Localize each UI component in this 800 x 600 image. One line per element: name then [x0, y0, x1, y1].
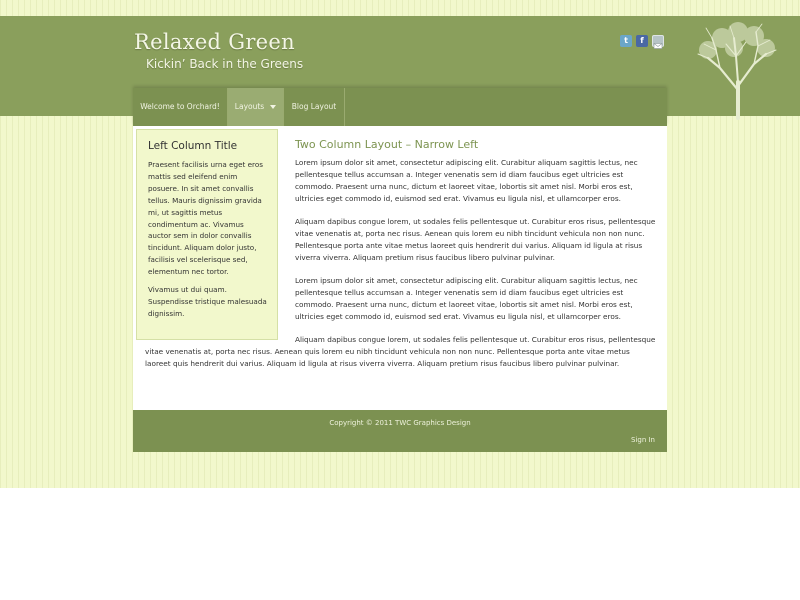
facebook-glyph: f: [640, 36, 644, 45]
email-icon[interactable]: [652, 35, 664, 47]
site-tagline: Kickin’ Back in the Greens: [146, 57, 304, 71]
twitter-glyph: t: [624, 36, 628, 45]
left-column-paragraph: Praesent facilisis urna eget eros mattis sed eleifend enim posuere. In sit amet convallis tellus. Mauris dignissim gravida mi, ut sagittis metus condimentum ac. Vivamus auctor sem in dolor convallis tincidunt. Aliquam dolor justo, facilisis vel scelerisque sed, elementum nec tortor.: [148, 160, 263, 277]
dropdown-caret-icon: [270, 105, 276, 109]
page-title: Two Column Layout – Narrow Left: [295, 138, 479, 151]
nav-item-label: Blog Layout: [291, 102, 337, 111]
nav-item-blog-layout[interactable]: [284, 88, 345, 126]
nav-item-welcome[interactable]: [133, 88, 228, 126]
footer: [133, 410, 667, 452]
site-title[interactable]: Relaxed Green: [134, 30, 295, 54]
nav-item-layouts[interactable]: [228, 88, 284, 126]
left-column: [136, 129, 278, 340]
copyright-text: Copyright © 2011 TWC Graphics Design: [329, 419, 471, 427]
nav-item-label: Layouts: [234, 102, 265, 111]
left-column-paragraph: Vivamus ut dui quam. Suspendisse tristique malesuada dignissim.: [148, 285, 267, 318]
envelope-glyph: [653, 41, 663, 51]
facebook-icon[interactable]: [636, 35, 648, 47]
main-nav: [133, 88, 667, 126]
sign-in-link[interactable]: Sign In: [631, 436, 655, 444]
body-paragraph: Aliquam dapibus congue lorem, ut sodales felis pellentesque ut. Curabitur eros risus, pellentesque vitae venenatis at, porta nec risus. Aenean quis lorem eu nibh tincidunt vehicula non non nunc. Pellentesque porta ante vitae metus laoreet quis hendrerit dui varius. Aliquam id ligula at risus viverra viverra. Aliquam pretium risus faucibus libero pulvinar pulvinar.: [295, 217, 656, 263]
left-column-title: Left Column Title: [148, 140, 238, 152]
body-paragraph: Aliquam dapibus congue lorem, ut sodales felis pellentesque ut. Curabitur eros risus, pellentesque vitae venenatis at, porta nec risus. Aenean quis lorem eu nibh tincidunt vehicula non non nunc. Pellentesque porta ante vitae metus laoreet quis hendrerit dui varius. Aliquam id ligula at risus viverra viverra. Aliquam pretium risus faucibus libero pulvinar pulvinar.: [145, 335, 656, 369]
tree-icon: [690, 20, 780, 120]
body-paragraph: Lorem ipsum dolor sit amet, consectetur adipiscing elit. Curabitur aliquam sagittis lectus, nec pellentesque tellus accumsan a. Integer venenatis sem id diam faucibus eget ultricies est commodo. Praesent urna nunc, dictum et laoreet vitae, lobortis sit amet nisl. Morbi eros est, ultricies eget commodo id, euismod sed erat. Vivamus eu ligula nisl, et ullamcorper eros.: [295, 158, 638, 204]
body-paragraph: Lorem ipsum dolor sit amet, consectetur adipiscing elit. Curabitur aliquam sagittis lectus, nec pellentesque tellus accumsan a. Integer venenatis sem id diam faucibus eget ultricies est commodo. Praesent urna nunc, dictum et laoreet vitae, lobortis sit amet nisl. Morbi eros est, ultricies eget commodo id, euismod sed erat. Vivamus eu ligula nisl, et ullamcorper eros.: [295, 276, 638, 322]
twitter-icon[interactable]: [620, 35, 632, 47]
nav-item-label: Welcome to Orchard!: [140, 102, 220, 111]
